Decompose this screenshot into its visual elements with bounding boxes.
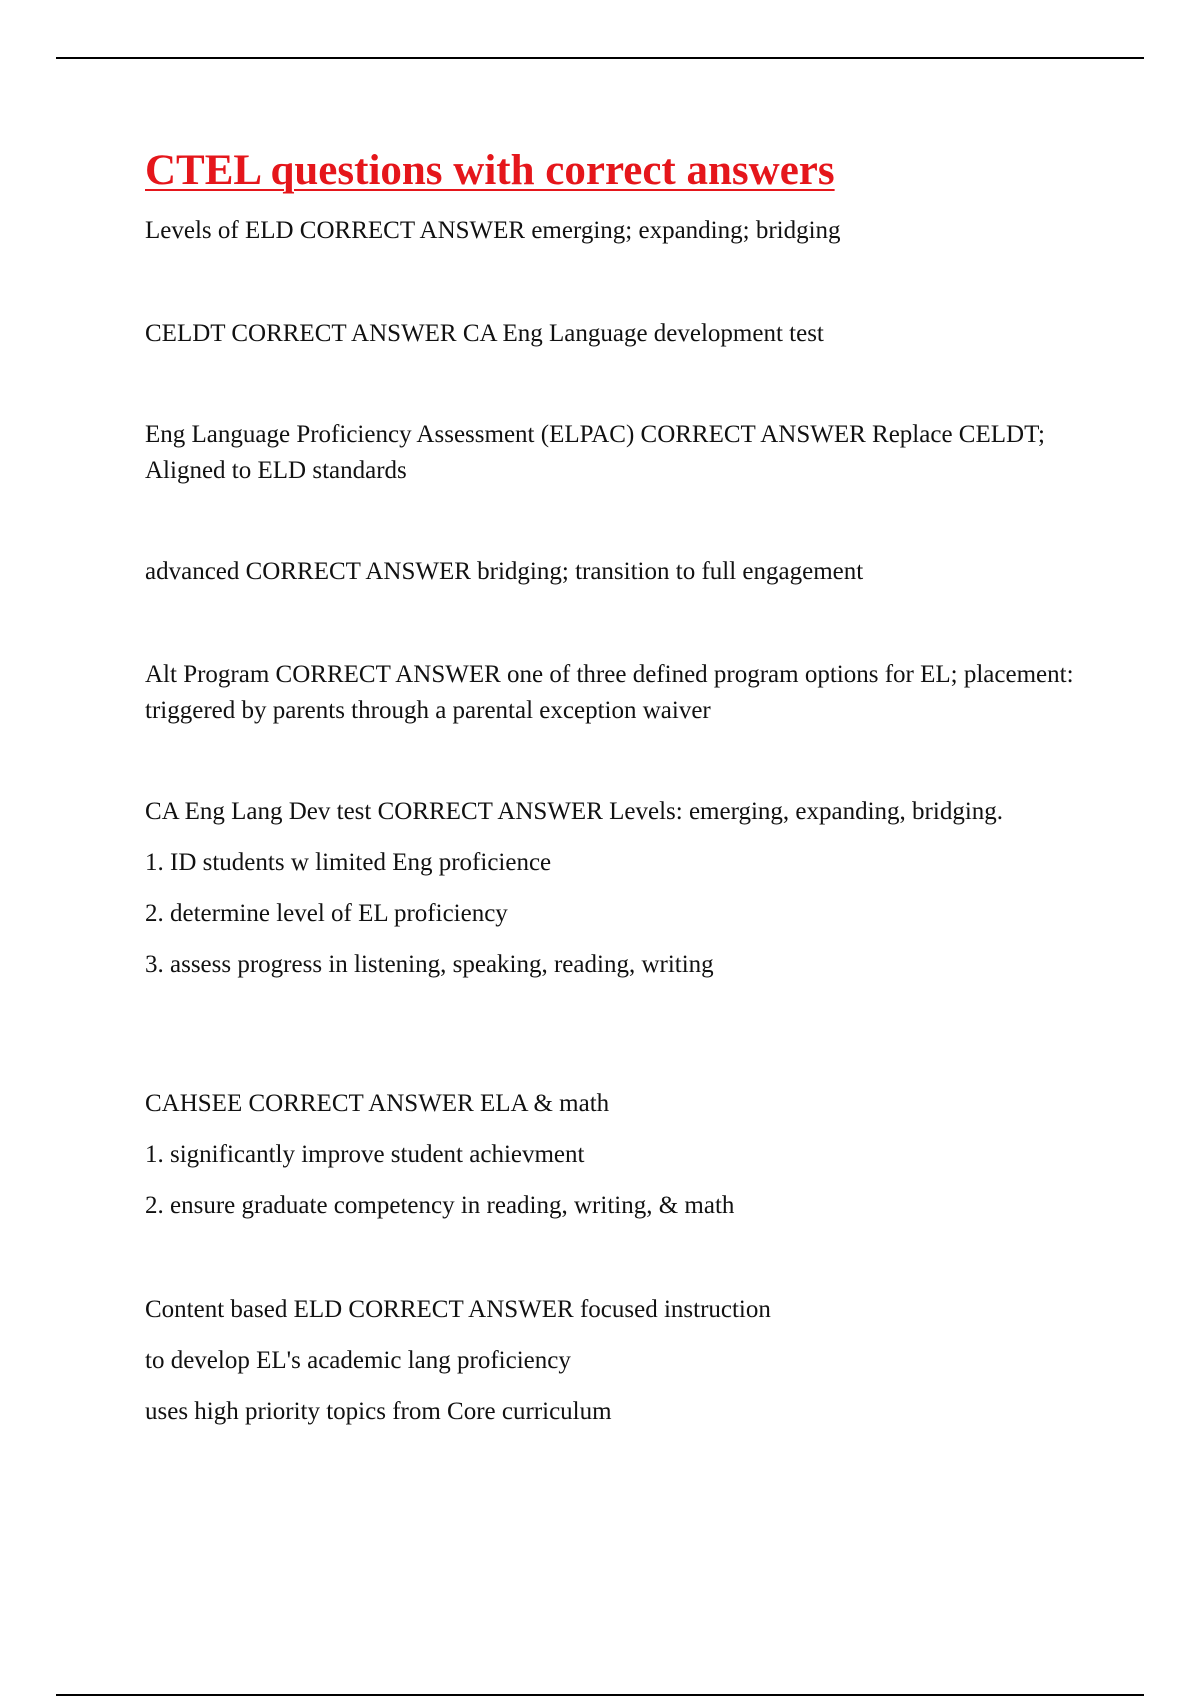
qa-text: CELDT CORRECT ANSWER CA Eng Language development test <box>145 320 824 347</box>
qa-text: Levels of ELD CORRECT ANSWER emerging; expanding; bridging <box>145 217 841 244</box>
header-rule <box>56 57 1144 59</box>
qa-entry-1 <box>145 213 1075 249</box>
qa-entry-6 <box>145 794 1075 983</box>
qa-list-item: 2. ensure graduate competency in reading, writing, & math <box>145 1192 735 1219</box>
document-title: CTEL questions with correct answers <box>145 147 835 194</box>
qa-list-item: 3. assess progress in listening, speaking, reading, writing <box>145 951 714 978</box>
qa-list-item: 1. ID students w limited Eng proficience <box>145 849 552 876</box>
qa-text: advanced CORRECT ANSWER bridging; transition to full engagement <box>145 558 864 585</box>
qa-entry-8 <box>145 1292 1075 1430</box>
qa-text: CAHSEE CORRECT ANSWER ELA & math <box>145 1090 610 1117</box>
qa-list-item: 2. determine level of EL proficiency <box>145 900 508 927</box>
qa-entry-7 <box>145 1086 1075 1224</box>
document-body <box>145 140 1075 1425</box>
qa-entry-5 <box>145 657 1075 729</box>
qa-text-line: uses high priority topics from Core curriculum <box>145 1398 612 1425</box>
qa-text: Content based ELD CORRECT ANSWER focused instruction <box>145 1296 771 1323</box>
qa-entry-2 <box>145 316 1075 352</box>
qa-text-line: to develop EL's academic lang proficiency <box>145 1347 571 1374</box>
qa-text: CA Eng Lang Dev test CORRECT ANSWER Levels: emerging, expanding, bridging. <box>145 798 1004 825</box>
qa-entry-4 <box>145 554 1075 590</box>
qa-entry-3 <box>145 417 1075 489</box>
qa-text: Eng Language Proficiency Assessment (ELPAC) CORRECT ANSWER Replace CELDT; Aligned to ELD standards <box>145 421 1045 484</box>
qa-list-item: 1. significantly improve student achievment <box>145 1141 585 1168</box>
qa-text: Alt Program CORRECT ANSWER one of three defined program options for EL; placement: triggered by parents through a parental exception waiver <box>145 661 1074 724</box>
footer-rule <box>56 1694 1144 1696</box>
